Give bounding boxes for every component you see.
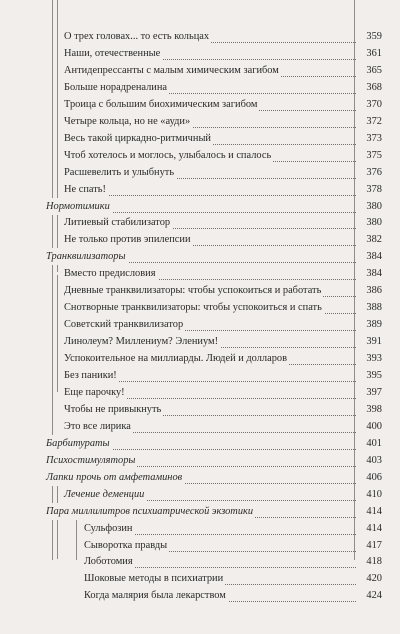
toc-entry-title: Не только против эпилепсии [64, 231, 193, 248]
toc-entry-page: 368 [366, 81, 382, 93]
toc-entry-title: Не спать! [64, 181, 108, 198]
toc-entry-page: 401 [366, 437, 382, 449]
toc-entry-title: Троица с большим биохимическим загибом [64, 96, 259, 113]
toc-entry-page: 414 [366, 505, 382, 517]
toc-entry-title: Чтоб хотелось и моглось, улыбалось и спалось [64, 147, 273, 164]
toc-entry-page: 380 [366, 200, 382, 212]
toc-entry-page: 395 [366, 370, 382, 381]
toc-entry-page: 373 [366, 132, 382, 144]
toc-entry-page: 400 [366, 420, 382, 432]
toc-entry-page: 370 [366, 98, 382, 110]
toc-entry-page: 384 [366, 251, 382, 263]
toc-entry-title: Сыворотка правды [84, 537, 169, 554]
toc-entry-title: Чтобы не привыкнуть [64, 401, 163, 418]
toc-entry-page: 376 [366, 166, 382, 178]
toc-entry-title: Больше норадреналина [64, 79, 169, 96]
toc-entry-title: Снотворные транквилизаторы: чтобы успокоиться и спать [64, 299, 324, 316]
toc-entry-page: 375 [366, 149, 382, 161]
toc-entry-title: Четыре кольца, но не «ауди» [64, 113, 192, 130]
toc-entry-page: 393 [366, 353, 382, 365]
toc-entry-title: О трех головах... то есть кольцах [64, 28, 211, 45]
toc-entry-page: 384 [366, 268, 382, 280]
toc-entry-title: Шоковые методы в психиатрии [84, 570, 225, 587]
toc-entry-page: 403 [366, 454, 382, 466]
toc-entry-title: Барбитураты [46, 435, 112, 452]
toc-entry-title: Дневные транквилизаторы: чтобы успокоиться и работать [64, 282, 323, 299]
toc-entry-title: Советский транквилизатор [64, 316, 185, 333]
toc-entry-title: Успокоительное на миллиарды. Людей и долларов [64, 350, 289, 367]
toc-entry-title: Расшевелить и улыбнуть [64, 164, 176, 181]
toc-entry-page: 361 [366, 47, 382, 59]
toc-entry-title: Без паники! [64, 367, 119, 384]
toc-entry-title: Нормотимики [46, 198, 112, 215]
toc-entry-title: Вместо предисловия [64, 265, 158, 282]
toc-entry-title: Литиевый стабилизатор [64, 214, 172, 231]
toc-entry-page: 397 [366, 386, 382, 398]
toc-entry-title: Это все лирика [64, 418, 133, 435]
toc-entry-page: 380 [366, 217, 382, 229]
toc-entry-title: Лоботомия [84, 553, 135, 570]
toc-entry-page: 365 [366, 64, 382, 76]
toc-entry-title: Весь такой циркадно-ритмичный [64, 130, 213, 147]
toc-entry-page: 382 [366, 234, 382, 246]
toc-entry-page: 420 [366, 573, 382, 585]
toc-entry [0, 587, 400, 604]
toc-entry-title: Антидепрессанты с малым химическим загибом [64, 62, 281, 79]
toc-entry-page: 398 [366, 403, 382, 415]
toc-entry-page: 391 [366, 336, 382, 348]
toc-entry-title: Транквилизаторы [46, 248, 128, 265]
toc-entry-page: 372 [366, 115, 382, 127]
toc-entry-page: 414 [366, 522, 382, 534]
toc-entry-page: 417 [366, 539, 382, 551]
toc-entry-page: 410 [366, 488, 382, 500]
toc-entry-title: Лапки прочь от амфетаминов [46, 469, 184, 486]
toc-entry-page: 359 [366, 31, 382, 42]
toc-entry-page: 389 [366, 319, 382, 331]
toc-entry-page: 406 [366, 471, 382, 483]
toc-entry-title: Еще парочку! [64, 384, 127, 401]
toc-entry-title: Наши, отечественные [64, 45, 162, 62]
toc-entry-page: 424 [366, 590, 382, 602]
toc-entry-title: Психостимуляторы [46, 452, 137, 469]
toc-entry-page: 388 [366, 302, 382, 314]
toc-entry-page: 386 [366, 285, 382, 297]
toc-entry-title: Лечение деменции [64, 486, 146, 503]
toc-entry-title: Когда малярия была лекарством [84, 587, 228, 604]
toc-entry-title: Линолеум? Миллениум? Элениум! [64, 333, 220, 350]
toc-entry-title: Пара миллилитров психиатрической экзотики [46, 503, 255, 520]
toc-entry-page: 378 [366, 183, 382, 195]
toc-entry-title: Сульфозин [84, 520, 135, 537]
toc-entry-page: 418 [366, 556, 382, 568]
